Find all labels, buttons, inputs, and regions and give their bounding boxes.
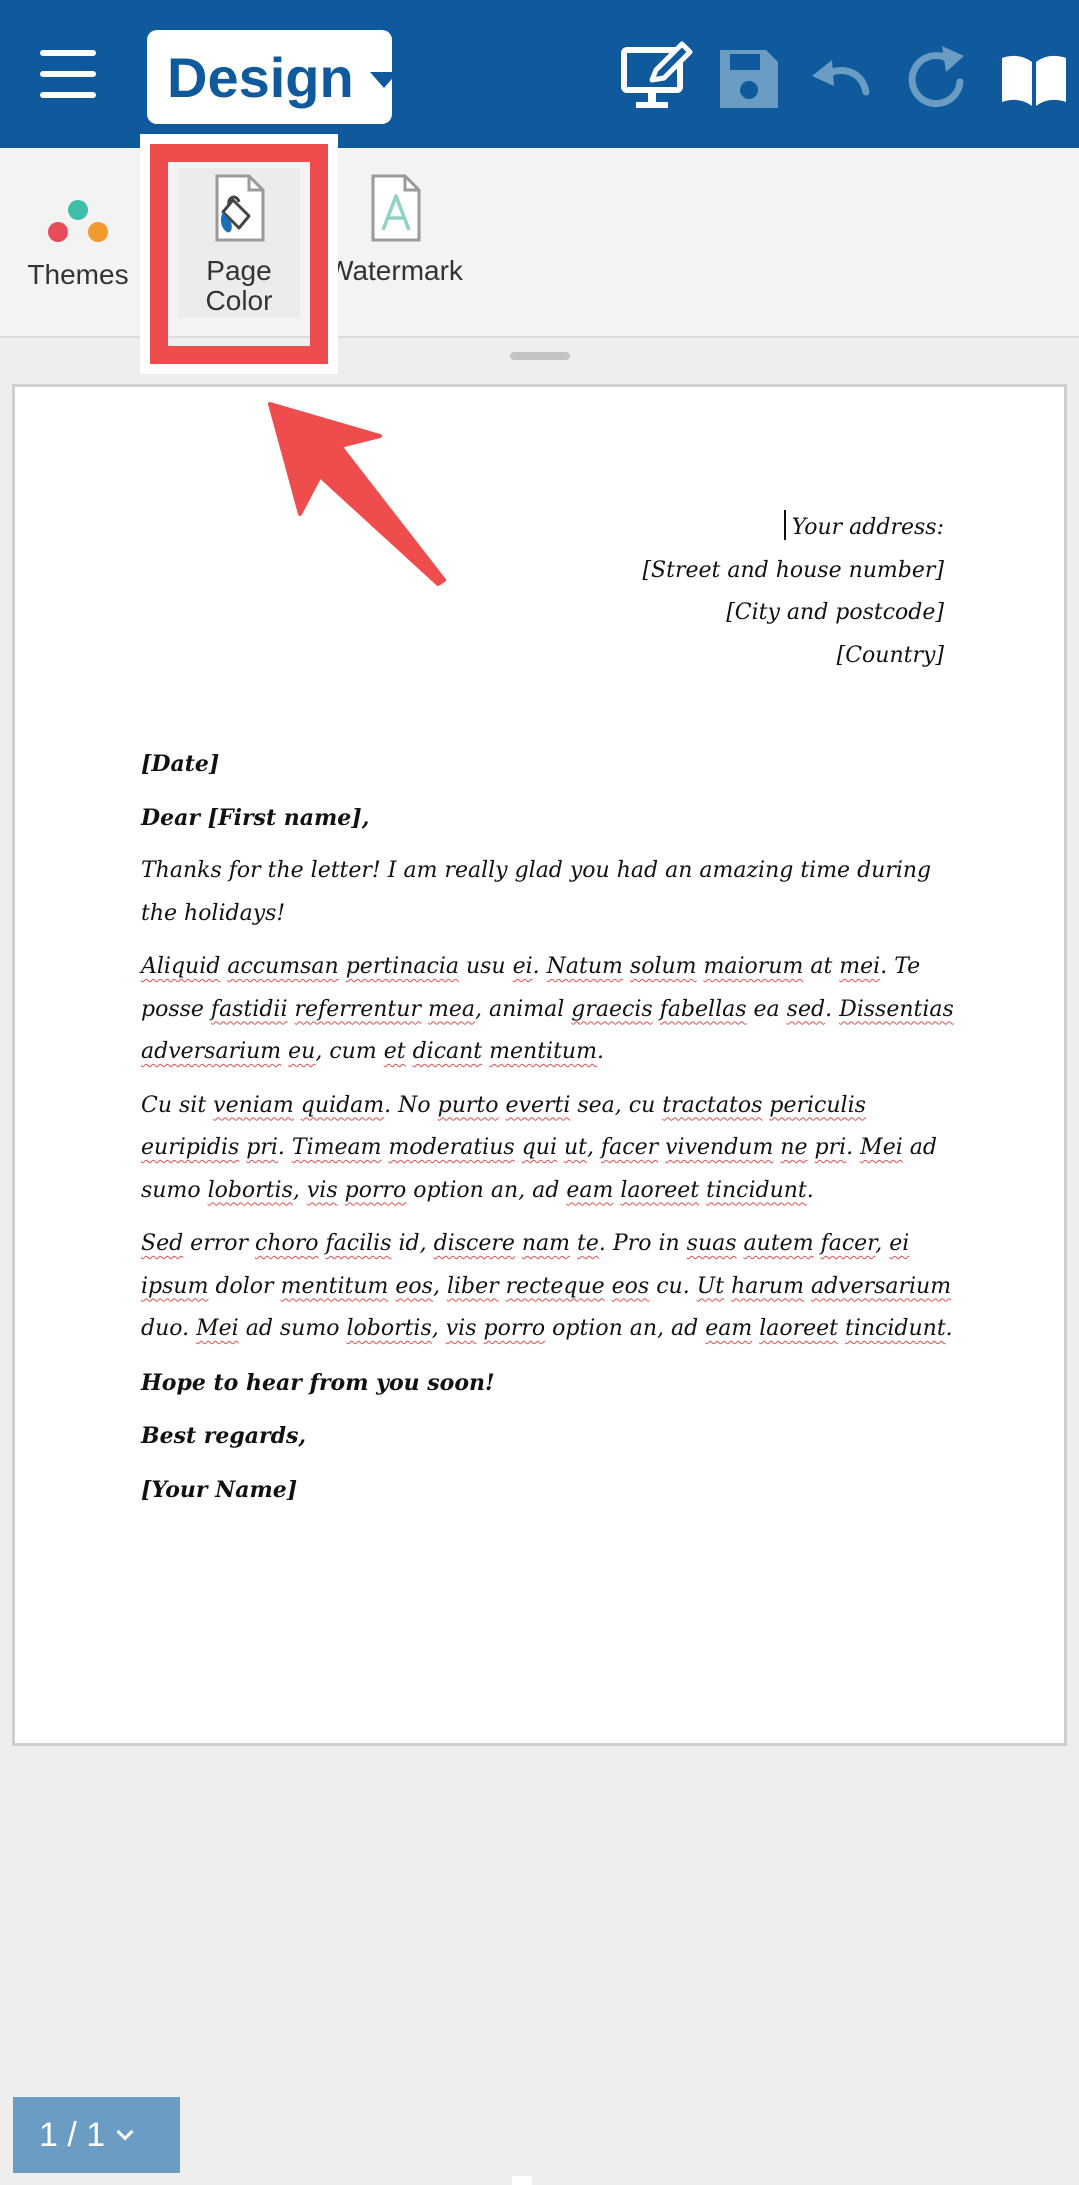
- text-run: [605, 1274, 612, 1299]
- flagged-word: fabellas: [659, 996, 747, 1022]
- text-run: ad sumo: [141, 1135, 937, 1203]
- flagged-word: choro: [255, 1231, 319, 1256]
- text-run: duo.: [141, 1316, 197, 1341]
- text-run: .: [945, 1316, 953, 1341]
- redo-icon[interactable]: [898, 40, 974, 116]
- flagged-word: tincidunt: [706, 1177, 807, 1203]
- flagged-word: sed: [786, 996, 826, 1022]
- flagged-word: vivendum: [665, 1135, 774, 1160]
- text-run: [814, 1231, 821, 1256]
- ribbon-drag-handle[interactable]: [510, 352, 570, 360]
- text-run: error: [183, 1231, 255, 1256]
- text-run: [382, 1135, 389, 1160]
- flagged-word: mei: [839, 954, 881, 979]
- address-line: [City and postcode]: [726, 600, 944, 625]
- flagged-word: facilis: [325, 1231, 392, 1256]
- letter-paragraph: [141, 946, 961, 1074]
- text-run: .: [596, 1039, 604, 1064]
- text-run: [339, 954, 346, 979]
- flagged-word: mea: [427, 996, 475, 1022]
- flagged-word: euripidis: [141, 1135, 240, 1160]
- letter-paragraph: [141, 1223, 961, 1351]
- flagged-word: Mei: [196, 1316, 239, 1341]
- watermark-icon: [365, 172, 425, 244]
- flagged-word: lobortis: [207, 1177, 293, 1203]
- mode-dropdown[interactable]: [147, 30, 392, 124]
- flagged-word: eam: [705, 1316, 753, 1341]
- flagged-word: pri: [814, 1135, 847, 1160]
- letter-closing: Hope to hear from you soon!: [141, 1369, 495, 1396]
- flagged-word: facer: [601, 1135, 659, 1160]
- watermark-button[interactable]: [320, 168, 470, 318]
- address-line: [Street and house number]: [642, 557, 944, 583]
- mode-dropdown-label: Design: [167, 45, 354, 109]
- flagged-word: pri: [246, 1135, 278, 1160]
- text-run: at: [803, 954, 840, 979]
- flagged-word: fastidii: [210, 996, 288, 1022]
- text-run: [623, 954, 630, 979]
- flagged-word: referrentur: [294, 996, 421, 1022]
- flagged-word: ei: [889, 1231, 910, 1256]
- flagged-word: ne: [780, 1135, 808, 1160]
- flagged-word: eu: [288, 1039, 316, 1064]
- flagged-word: Timeam: [291, 1135, 382, 1160]
- text-run: [737, 1231, 744, 1256]
- flagged-word: eos: [611, 1273, 650, 1299]
- flagged-word: mentitum: [489, 1039, 597, 1064]
- letter-sign-off: Best regards,: [141, 1423, 307, 1449]
- text-run: [499, 1093, 506, 1118]
- text-run: sea, cu: [570, 1092, 663, 1118]
- text-run: ad sumo: [238, 1316, 347, 1341]
- flagged-word: vis: [306, 1177, 338, 1203]
- text-run: , cum: [315, 1039, 384, 1064]
- text-cursor: [784, 510, 786, 540]
- text-run: .: [825, 996, 840, 1022]
- flagged-word: mentitum: [280, 1273, 389, 1299]
- flagged-word: periculis: [769, 1092, 866, 1118]
- letter-signature: [Your Name]: [141, 1476, 298, 1503]
- menu-icon[interactable]: [40, 50, 96, 98]
- flagged-word: maiorum: [703, 954, 804, 979]
- page-indicator[interactable]: [13, 2097, 180, 2173]
- text-run: ,: [587, 1135, 601, 1160]
- watermark-label: Watermark: [327, 255, 463, 286]
- letter-date: [Date]: [141, 751, 220, 777]
- text-run: [808, 1135, 815, 1160]
- flagged-word: ipsum: [141, 1273, 209, 1299]
- flagged-word: suas: [686, 1231, 737, 1256]
- text-run: [406, 1039, 413, 1064]
- flagged-word: veniam: [213, 1092, 294, 1118]
- flagged-word: Dissentias: [839, 996, 954, 1022]
- text-run: [421, 997, 428, 1022]
- flagged-word: everti: [505, 1092, 571, 1118]
- flagged-word: recteque: [505, 1273, 605, 1299]
- themes-label: Themes: [27, 259, 129, 290]
- flagged-word: Ut: [696, 1273, 725, 1299]
- page-color-label-line1: Page: [206, 255, 272, 286]
- text-run: id,: [391, 1231, 434, 1256]
- flagged-word: Natum: [546, 954, 623, 979]
- themes-button[interactable]: [18, 168, 138, 318]
- save-icon[interactable]: [710, 40, 786, 116]
- text-run: . Te posse: [141, 954, 921, 1022]
- text-run: . No: [384, 1092, 438, 1118]
- text-run: Cu sit: [141, 1092, 214, 1118]
- flagged-word: tractatos: [662, 1092, 763, 1118]
- flagged-word: laoreet: [620, 1177, 700, 1203]
- flagged-word: facer: [820, 1231, 876, 1256]
- text-run: [319, 1231, 326, 1256]
- caret-down-icon: [370, 72, 398, 88]
- text-run: .: [277, 1135, 292, 1160]
- address-line: [Country]: [836, 642, 944, 668]
- flagged-word: tincidunt: [845, 1316, 946, 1341]
- flagged-word: porro: [344, 1177, 407, 1203]
- bottom-handle: [512, 2176, 532, 2185]
- undo-icon[interactable]: [804, 40, 880, 116]
- flagged-word: harum: [731, 1273, 804, 1299]
- flagged-word: eos: [395, 1273, 433, 1299]
- top-toolbar: [0, 0, 1079, 148]
- flagged-word: accumsan: [227, 954, 339, 979]
- document-page[interactable]: [12, 384, 1067, 1746]
- text-run: ,: [875, 1231, 890, 1256]
- flagged-word: liber: [446, 1273, 499, 1299]
- page-color-label-line2: Color: [205, 285, 273, 316]
- sender-address: [642, 507, 944, 677]
- text-run: ,: [431, 1316, 446, 1341]
- text-run: [653, 997, 660, 1022]
- flagged-word: adversarium: [141, 1039, 282, 1064]
- text-run: cu.: [649, 1273, 697, 1299]
- text-run: usu: [458, 954, 513, 979]
- flagged-word: autem: [743, 1231, 814, 1256]
- text-run: ea: [746, 996, 787, 1022]
- text-run: [697, 954, 704, 979]
- flagged-word: te: [577, 1231, 599, 1256]
- text-run: dolor: [208, 1273, 281, 1299]
- flagged-word: dicant: [412, 1039, 483, 1064]
- text-run: [499, 1274, 506, 1299]
- themes-icon: [43, 188, 113, 248]
- pointer-arrow-icon: [260, 400, 460, 590]
- read-mode-icon[interactable]: [996, 40, 1072, 116]
- text-run: [288, 997, 295, 1022]
- text-run: [570, 1231, 577, 1256]
- letter-paragraph: Thanks for the letter! I am really glad you had an amazing time during the holidays!: [141, 858, 932, 926]
- flagged-word: porro: [483, 1316, 546, 1341]
- flagged-word: eam: [566, 1177, 614, 1203]
- flagged-word: pertinacia: [345, 954, 459, 979]
- flagged-word: adversarium: [810, 1273, 952, 1299]
- text-run: .: [806, 1177, 814, 1203]
- flagged-word: solum: [629, 954, 697, 979]
- flagged-word: discere: [433, 1231, 515, 1256]
- text-run: [838, 1316, 845, 1341]
- text-run: option an, ad: [406, 1177, 567, 1203]
- letter-body: [141, 743, 961, 1522]
- flagged-word: laoreet: [759, 1316, 838, 1341]
- flagged-word: purto: [437, 1092, 499, 1118]
- text-run: option an, ad: [545, 1316, 706, 1341]
- text-run: [294, 1093, 301, 1118]
- page-indicator-label: 1 / 1: [39, 2115, 106, 2154]
- letter-greeting: Dear [First name],: [141, 804, 370, 831]
- text-run: [515, 1231, 522, 1256]
- text-run: [515, 1135, 522, 1160]
- flagged-word: moderatius: [388, 1135, 515, 1160]
- text-run: ,: [432, 1273, 447, 1299]
- flagged-word: Sed: [141, 1231, 184, 1256]
- flagged-word: ut: [563, 1135, 587, 1160]
- text-run: , animal: [474, 996, 572, 1022]
- flagged-word: ei: [512, 954, 533, 979]
- flagged-word: Mei: [860, 1135, 903, 1160]
- text-run: [477, 1316, 484, 1341]
- address-line: Your address:: [642, 507, 944, 550]
- flagged-word: et: [383, 1039, 406, 1064]
- present-edit-icon[interactable]: [618, 40, 694, 116]
- highlight-frame: [150, 144, 328, 364]
- text-run: [338, 1178, 345, 1203]
- text-run: [557, 1135, 564, 1160]
- text-run: .: [532, 954, 547, 979]
- text-run: [804, 1274, 811, 1299]
- text-run: .: [846, 1135, 861, 1160]
- flagged-word: quidam: [300, 1092, 385, 1118]
- text-run: . Pro in: [598, 1231, 687, 1256]
- flagged-word: Aliquid: [141, 954, 221, 979]
- chevron-down-icon: [117, 2124, 134, 2141]
- flagged-word: vis: [445, 1316, 477, 1341]
- text-run: ,: [292, 1177, 307, 1203]
- flagged-word: qui: [521, 1135, 557, 1160]
- flagged-word: lobortis: [346, 1316, 432, 1341]
- letter-paragraph: [141, 1085, 961, 1213]
- flagged-word: nam: [521, 1231, 571, 1256]
- flagged-word: graecis: [571, 996, 653, 1022]
